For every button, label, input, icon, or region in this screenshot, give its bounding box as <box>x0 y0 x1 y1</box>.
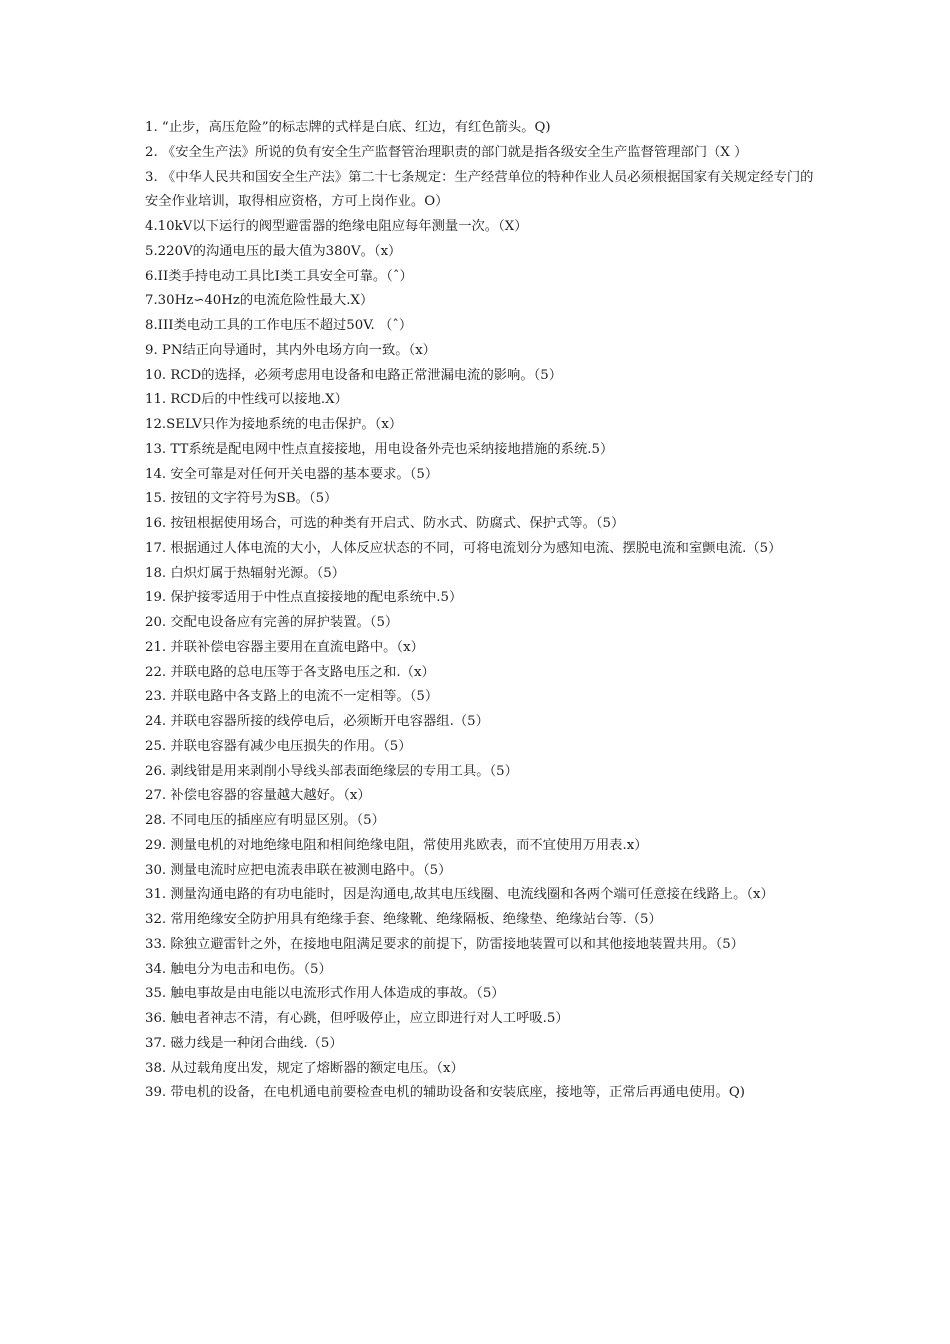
question-item: 10. RCD的选择，必须考虑用电设备和电路正常泄漏电流的影响。（5） <box>145 367 563 383</box>
question-item: 36. 触电者神志不清，有心跳，但呼吸停止，应立即进行对人工呼吸.5） <box>145 1011 569 1026</box>
question-item: 24. 并联电容器所接的线停电后，必须断开电容器组.（5） <box>145 714 489 729</box>
question-item: 4.10kV以下运行的阀型避雷器的绝缘电阻应每年测量一次。（X） <box>145 219 528 234</box>
question-item: 34. 触电分为电击和电伤。（5） <box>145 961 332 977</box>
question-item: 19. 保护接零适用于中性点直接接地的配电系统中.5） <box>145 590 463 606</box>
question-item: 26. 剥线钳是用来剥削小导线头部表面绝缘层的专用工具。（5） <box>145 763 518 779</box>
question-item: 15. 按钮的文字符号为SB。（5） <box>145 491 338 507</box>
question-item: 6.II类手持电动工具比I类工具安全可靠。（ˆ） <box>145 268 413 284</box>
question-item: 25. 并联电容器有减少电压损失的作用。（5） <box>145 738 412 754</box>
question-item: 29. 测量电机的对地绝缘电阻和相间绝缘电阻，常使用兆欧表，而不宜使用万用表.x） <box>145 837 648 853</box>
question-item: 14. 安全可靠是对任何开关电器的基本要求。（5） <box>145 466 439 482</box>
question-item: 37. 磁力线是一种闭合曲线.（5） <box>145 1035 343 1051</box>
question-item: 33. 除独立避雷针之外，在接地电阻满足要求的前提下，防雷接地装置可以和其他接地装置共用。（5） <box>145 936 744 952</box>
question-item: 39. 带电机的设备，在电机通电前要检查电机的辅助设备和安装底座，接地等，正常后再通电使用。Q) <box>145 1085 745 1101</box>
question-item: 30. 测量电流时应把电流表串联在被测电路中。（5） <box>145 862 452 878</box>
question-item: 38. 从过载角度出发，规定了熔断器的额定电压。（x） <box>145 1060 464 1076</box>
document-page <box>145 116 815 1106</box>
question-item: 18. 白炽灯属于热辐射光源。（5） <box>145 565 346 581</box>
question-item: 31. 测量沟通电路的有功电能时，因是沟通电,故其电压线圈、电流线圈和各两个端可任意接在线路上。（x） <box>145 887 774 903</box>
question-item: 28. 不同电压的插座应有明显区别。（5） <box>145 813 385 828</box>
question-item: 13. TT系统是配电网中性点直接接地，用电设备外壳也采纳接地措施的系统.5） <box>145 441 614 457</box>
question-item: 16. 按钮根据使用场合，可选的种类有开启式、防水式、防腐式、保护式等。（5） <box>145 516 625 531</box>
question-item: 8.III类电动工具的工作电压不超过50V. （ˆ） <box>145 318 413 333</box>
question-item: 11. RCD后的中性线可以接地.X） <box>145 392 348 408</box>
question-item: 22. 并联电路的总电压等于各支路电压之和.（x） <box>145 664 435 680</box>
question-item: 2. 《安全生产法》所说的负有安全生产监督管治理职责的部门就是指各级安全生产监督管理部门（X ） <box>145 144 748 160</box>
question-item: 27. 补偿电容器的容量越大越好。（x） <box>145 788 371 804</box>
question-item: 23. 并联电路中各支路上的电流不一定相等。（5） <box>145 689 439 705</box>
question-item: 21. 并联补偿电容器主要用在直流电路中。（x） <box>145 639 424 655</box>
question-item: 32. 常用绝缘安全防护用具有绝缘手套、绝缘靴、绝缘隔板、绝缘垫、绝缘站台等.（5） <box>145 912 662 927</box>
question-item: 1. “止步，高压危险”的标志牌的式样是白底、红边，有红色箭头。Q) <box>145 120 551 135</box>
question-item: 35. 触电事故是由电能以电流形式作用人体造成的事故。（5） <box>145 986 505 1002</box>
question-item: 3. 《中华人民共和国安全生产法》第二十七条规定：生产经营单位的特种作业人员必须根据国家有关规定经专门的安全作业培训，取得相应资格，方可上岗作业。O） <box>145 169 814 210</box>
question-item: 5.220V的沟通电压的最大值为380V。（x） <box>145 243 402 259</box>
question-item: 17. 根据通过人体电流的大小，人体反应状态的不同，可将电流划分为感知电流、摆脱电流和室颤电流.（5） <box>145 540 782 556</box>
question-item: 12.SELV只作为接地系统的电击保护。（x） <box>145 417 403 432</box>
question-item: 20. 交配电设备应有完善的屏护装置。（5） <box>145 615 399 630</box>
question-item: 9. PN结正向导通时，其内外电场方向一致。（x） <box>145 342 436 358</box>
question-item: 7.30Hz∽40Hz的电流危险性最大.X） <box>145 293 374 309</box>
